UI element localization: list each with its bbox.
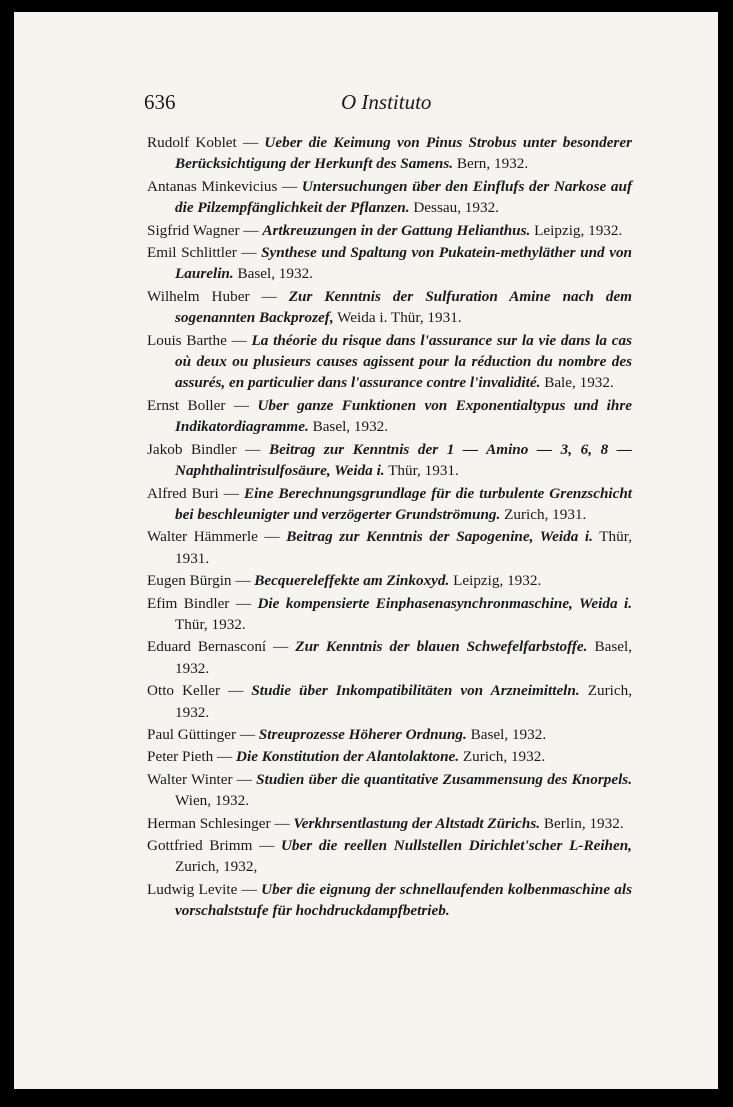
entry-author: Rudolf Koblet — [147, 134, 237, 151]
entry-author: Herman Schlesinger — [147, 814, 271, 832]
entry-title: Synthese und Spaltung von Pukatein-methyläther und von Laurelin. — [175, 244, 632, 283]
entry-author: Gottfried Brimm — [147, 837, 253, 854]
bibliography-entry: Wilhelm Huber — Zur Kenntnis der Sulfuration Amine nach dem sogenannten Backprozef, Weida i. Thür, 1931. — [147, 287, 632, 327]
entry-publication: Weida i. Thür, 1931. — [337, 309, 462, 327]
bibliography-entry: Paul Güttinger — Streuprozesse Höherer Ordnung. Basel, 1932. — [147, 725, 547, 743]
bibliography-entry: Rudolf Koblet — Ueber die Keimung von Pinus Strobus unter besonderer Berücksichtigung der Herkunft des Samens. Bern, 1932. — [147, 134, 632, 173]
entry-author: Ernst Boller — [147, 396, 226, 414]
entry-title: Studie über Inkompatibilitäten von Arzneimitteln. — [251, 682, 580, 700]
entry-title: Uber ganze Funktionen von Exponentialtypus und ihre Indikatordiagramme. — [175, 396, 632, 436]
entry-author: Walter Hämmerle — [147, 528, 258, 546]
entry-title: Eine Berechnungsgrundlage für die turbulente Grenzschicht bei beschleunigter und verzögerter Grundströmung. — [175, 484, 633, 523]
entry-publication: Thür, 1931. — [175, 528, 632, 567]
bibliography-entry: Ernst Boller — Uber ganze Funktionen von Exponentialtypus und ihre Indikatordiagramme. Basel, 1932. — [147, 396, 632, 436]
bibliography-entry: Otto Keller — Studie über Inkompatibilitäten von Arzneimitteln. Zurich, 1932. — [147, 682, 632, 721]
bibliography-entry: Antanas Minkevicius — Untersuchungen über den Einflufs der Narkose auf die Pilzempfänglichkeit der Pflanzen. Dessau, 1932. — [147, 177, 633, 217]
entry-title: Verkhrsentlastung der Altstadt Zürichs. — [293, 814, 541, 832]
bibliography-entry: Efim Bindler — Die kompensierte Einphasenasynchronmaschine, Weida i. Thür, 1932. — [147, 594, 632, 633]
entry-author: Sigfrid Wagner — [147, 221, 240, 239]
bibliography-entry: Eduard Bernasconí — Zur Kenntnis der blauen Schwefelfarbstoffe. Basel, 1932. — [147, 638, 632, 677]
entry-title: Untersuchungen über den Einflufs der Narkose auf die Pilzempfänglichkeit der Pflanzen. — [175, 177, 633, 217]
entry-publication: Zurich, 1932. — [462, 748, 546, 766]
entry-publication: Basel, 1932. — [175, 638, 632, 677]
entry-title: Uber die eignung der schnellaufenden kolbenmaschine als vorschalststufe für hochdruckdampfbetrieb. — [175, 880, 633, 920]
bibliography-entry: Eugen Bürgin — Becquereleffekte am Zinkoxyd. Leipzig, 1932. — [147, 572, 542, 590]
entry-title: Beitrag zur Kenntnis der Sapogenine, Weida i. — [286, 528, 593, 546]
entry-author: Ludwig Levite — [147, 880, 238, 898]
entry-title: La théorie du risque dans l'assurance sur la vie dans la cas où deux ou plusieurs causes agissent pour la réduction du nombre des assurés, en particulier dans l'assurance contre l'invalidité. — [175, 331, 632, 392]
entry-publication: Basel, 1932. — [312, 418, 389, 436]
entry-title: Studien über die quantitative Zusammensung des Knorpels. — [256, 770, 632, 788]
bibliography-entry: Louis Barthe — La théorie du risque dans l'assurance sur la vie dans la cas où deux ou plusieurs causes agissent pour la réduction du nombre des assurés, en particulier dans l'assurance contre l'invalidité. Bale, 1932. — [147, 331, 632, 392]
bibliography-entry: Ludwig Levite — Uber die eignung der schnellaufenden kolbenmaschine als vorschalststufe für hochdruckdampfbetrieb. — [147, 880, 633, 920]
entry-publication: Bale, 1932. — [544, 374, 614, 392]
entry-title: Becquereleffekte am Zinkoxyd. — [254, 572, 450, 590]
bibliography-entry: Gottfried Brimm — Uber die reellen Nullstellen Dirichlet'scher L-Reihen, Zurich, 1932, — [147, 837, 632, 876]
entry-publication: Zurich, 1932. — [175, 682, 632, 721]
entry-title: Ueber die Keimung von Pinus Strobus unter besonderer Berücksichtigung der Herkunft des Samens. — [175, 134, 632, 173]
entry-title: Zur Kenntnis der blauen Schwefelfarbstoffe. — [295, 638, 588, 656]
entry-author: Louis Barthe — [147, 331, 227, 349]
entry-publication: Berlin, 1932. — [543, 814, 624, 832]
entry-title: Die Konstitution der Alantolaktone. — [236, 748, 460, 766]
entry-title: Artkreuzungen in der Gattung Helianthus. — [262, 221, 531, 239]
journal-title: O Instituto — [341, 90, 432, 114]
entry-publication: Thür, 1932. — [175, 615, 246, 633]
entry-publication: Thür, 1931. — [388, 462, 459, 480]
entry-author: Wilhelm Huber — [147, 287, 250, 305]
entry-publication: Zurich, 1931. — [504, 505, 587, 523]
bibliography-entry: Walter Winter — Studien über die quantitative Zusammensung des Knorpels. Wien, 1932. — [147, 770, 632, 810]
entry-publication: Leipzig, 1932. — [453, 572, 542, 590]
bibliography-entry: Peter Pieth — Die Konstitution der Alantolaktone. Zurich, 1932. — [147, 748, 546, 766]
entry-publication: Leipzig, 1932. — [534, 221, 623, 239]
entry-author: Paul Güttinger — [147, 725, 237, 743]
entry-author: Eugen Bürgin — [147, 572, 232, 590]
bibliography-entry: Sigfrid Wagner — Artkreuzungen in der Gattung Helianthus. Leipzig, 1932. — [147, 221, 623, 239]
document-page — [14, 12, 718, 1089]
entry-author: Otto Keller — [147, 682, 221, 700]
entry-title: Die kompensierte Einphasenasynchronmaschine, Weida i. — [257, 594, 632, 612]
bibliography-entry: Herman Schlesinger — Verkhrsentlastung der Altstadt Zürichs. Berlin, 1932. — [147, 814, 624, 832]
page-header — [14, 90, 718, 120]
entry-author: Peter Pieth — [147, 748, 214, 766]
bibliography-entry: Jakob Bindler — Beitrag zur Kenntnis der 1 — Amino — 3, 6, 8 — Naphthalintrisulfosäure, Weida i. Thür, 1931. — [147, 440, 632, 480]
entry-publication: Bern, 1932. — [456, 155, 529, 173]
entry-author: Eduard Bernasconí — [147, 638, 267, 656]
page-number: 636 — [144, 90, 176, 114]
entry-publication: Basel, 1932. — [470, 725, 547, 743]
bibliography-entry: Emil Schlittler — Synthese und Spaltung von Pukatein-methyläther und von Laurelin. Basel, 1932. — [147, 244, 632, 283]
entry-publication: Dessau, 1932. — [413, 199, 499, 217]
entry-title: Uber die reellen Nullstellen Dirichlet'scher L-Reihen, — [280, 837, 632, 854]
entry-author: Walter Winter — [147, 770, 233, 788]
entry-author: Efim Bindler — [147, 594, 230, 612]
entry-title: Zur Kenntnis der Sulfuration Amine nach dem sogenannten Backprozef, — [175, 287, 632, 327]
entry-publication: Wien, 1932. — [175, 792, 250, 810]
entry-author: Jakob Bindler — [147, 440, 237, 458]
entry-publication: Basel, 1932. — [237, 265, 313, 283]
bibliography-entry: Walter Hämmerle — Beitrag zur Kenntnis der Sapogenine, Weida i. Thür, 1931. — [147, 528, 632, 567]
entry-author: Emil Schlittler — [147, 244, 237, 262]
entry-author: Antanas Minkevicius — [147, 177, 278, 195]
entry-title: Streuprozesse Höherer Ordnung. — [258, 725, 467, 743]
entry-author: Alfred Buri — [147, 484, 219, 502]
entry-publication: Zurich, 1932, — [175, 858, 258, 876]
bibliography-list — [147, 132, 632, 923]
bibliography-entry: Alfred Buri — Eine Berechnungsgrundlage für die turbulente Grenzschicht bei beschleunigter und verzögerter Grundströmung. Zurich, 1931. — [147, 484, 633, 523]
entry-title: Beitrag zur Kenntnis der 1 — Amino — 3, 6, 8 — Naphthalintrisulfosäure, Weida i. — [175, 440, 632, 480]
